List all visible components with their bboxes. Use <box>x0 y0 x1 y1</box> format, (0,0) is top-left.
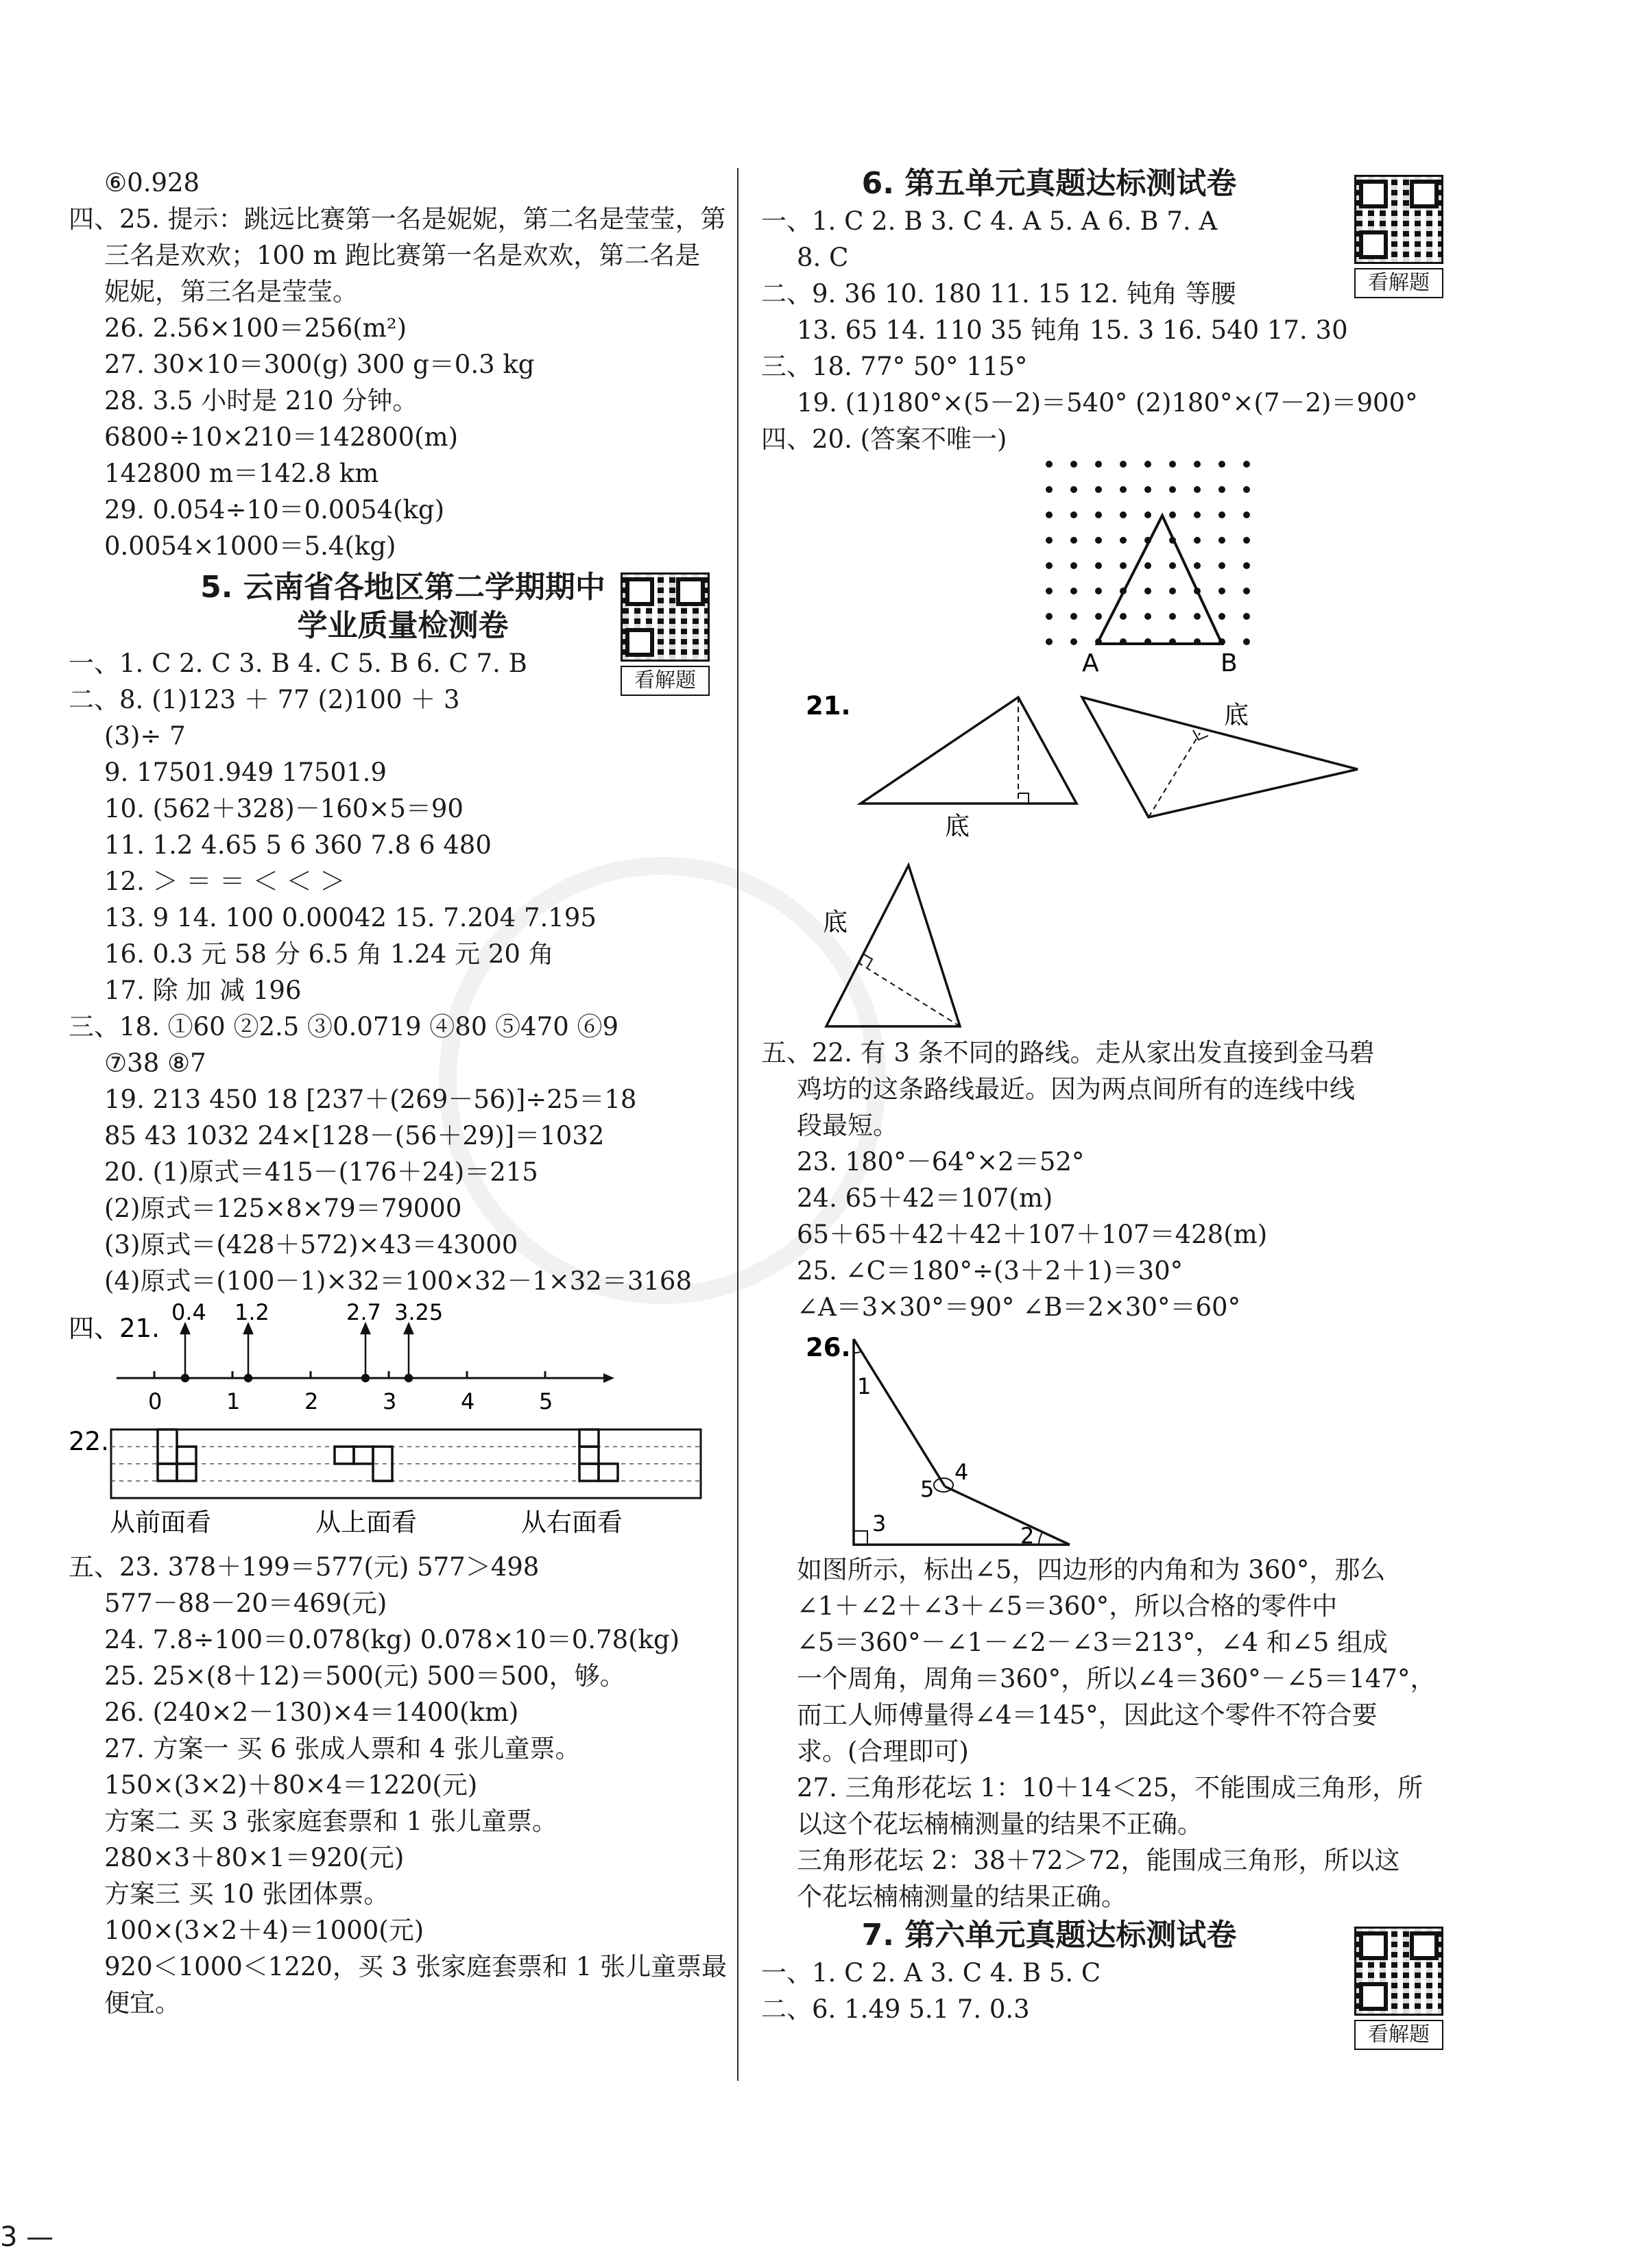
answer-line: 段最短。 <box>797 1111 898 1140</box>
answer-line: 150×(3×2)＋80×4＝1220(元) <box>104 1770 478 1800</box>
view-label-right: 从右面看 <box>521 1508 623 1537</box>
answer-line: 17. 除 加 减 196 <box>104 976 302 1005</box>
tick-label: 2 <box>304 1388 319 1414</box>
grid-dot <box>1144 486 1151 493</box>
grid-dot <box>1194 613 1201 620</box>
answer-line: 13. 65 14. 110 35 钝角 15. 3 16. 540 17. 30 <box>797 315 1348 345</box>
answer-line: 12. ＞ ＝ ＝ ＜ ＜ ＞ <box>104 867 346 896</box>
answer-line: 一个周角，周角＝360°，所以∠4＝360°－∠5＝147°， <box>797 1664 1436 1693</box>
q26-label: 26. <box>806 1333 851 1362</box>
q21-label: 21. <box>806 691 851 721</box>
answer-line: 27. 三角形花坛 1：10＋14＜25，不能围成三角形，所 <box>797 1773 1423 1802</box>
grid-dot <box>1046 613 1053 620</box>
answer-line: 三、18. 77° 50° 115° <box>761 352 1028 381</box>
grid-dot <box>1243 537 1250 544</box>
answer-line: 25. 25×(8＋12)＝500(元) 500＝500，够。 <box>104 1661 625 1691</box>
grid-dot <box>1046 588 1053 594</box>
tick-label: 0 <box>148 1388 163 1414</box>
grid-dot <box>1169 562 1176 569</box>
answer-line: ⑦38 ⑧7 <box>104 1048 206 1078</box>
base-label: 底 <box>945 812 970 841</box>
grid-dot <box>1095 613 1102 620</box>
view-label-front: 从前面看 <box>110 1508 211 1537</box>
answer-line: 920＜1000＜1220，买 3 张家庭套票和 1 张儿童票最 <box>104 1952 728 1981</box>
answer-line: 以这个花坛楠楠测量的结果不正确。 <box>797 1809 1203 1839</box>
grid-dot <box>1194 461 1201 468</box>
grid-dot <box>1243 461 1250 468</box>
answer-line: 6800÷10×210＝142800(m) <box>104 422 459 452</box>
grid-dot <box>1218 461 1225 468</box>
tick-label: 3 <box>383 1388 397 1414</box>
mark-1.2: 1.2 <box>235 1299 269 1325</box>
grid-dot <box>1218 588 1225 594</box>
grid-dot <box>1218 562 1225 569</box>
grid-dot <box>1218 613 1225 620</box>
grid-dot <box>1144 461 1151 468</box>
angle-label-3: 3 <box>872 1510 887 1536</box>
grid-dot <box>1169 486 1176 493</box>
answer-line: 四、25. 提示：跳远比赛第一名是妮妮，第二名是莹莹，第 <box>69 204 726 234</box>
grid-dot <box>1095 511 1102 518</box>
answer-line: 三名是欢欢；100 m 跑比赛第一名是欢欢，第二名是 <box>104 241 701 270</box>
answer-line: 25. ∠C＝180°÷(3＋2＋1)＝30° <box>797 1256 1184 1286</box>
mark-0.4: 0.4 <box>171 1299 206 1325</box>
grid-dot <box>1243 511 1250 518</box>
section-title: 学业质量检测卷 <box>297 608 509 643</box>
answer-line: 二、8. (1)123 ＋ 77 (2)100 ＋ 3 <box>69 685 460 714</box>
answer-line: 方案三 买 10 张团体票。 <box>104 1879 389 1909</box>
angle-label-4: 4 <box>954 1459 969 1485</box>
answer-line: 四、20. (答案不唯一) <box>761 424 1007 454</box>
grid-dot <box>1120 461 1127 468</box>
grid-dot <box>1120 511 1127 518</box>
q22-label: 22. <box>69 1427 109 1456</box>
answer-line: 19. 213 450 18 [237＋(269－56)]÷25＝18 <box>104 1085 637 1114</box>
answer-line: 10. (562＋328)－160×5＝90 <box>104 794 464 823</box>
tick-label: 5 <box>539 1388 553 1414</box>
grid-dot <box>1095 562 1102 569</box>
triangle-heights-figure <box>761 690 1447 1033</box>
answer-line: 65＋65＋42＋42＋107＋107＝428(m) <box>797 1220 1268 1249</box>
grid-dot <box>1046 461 1053 468</box>
grid-dot <box>1169 461 1176 468</box>
grid-dot <box>1046 638 1053 645</box>
grid-dot <box>1095 588 1102 594</box>
grid-dot <box>1070 638 1077 645</box>
qr-caption[interactable]: 看解题 <box>1354 2020 1443 2050</box>
answer-line: ∠5＝360°－∠1－∠2－∠3＝213°，∠4 和∠5 组成 <box>797 1628 1389 1657</box>
qr-caption[interactable]: 看解题 <box>621 666 710 696</box>
grid-dot <box>1046 562 1053 569</box>
answer-line: 五、22. 有 3 条不同的路线。走从家出发直接到金马碧 <box>761 1038 1375 1067</box>
answer-line: 19. (1)180°×(5－2)＝540° (2)180°×(7－2)＝900° <box>797 388 1418 418</box>
grid-dot <box>1243 613 1250 620</box>
answer-line: 29. 0.054÷10＝0.0054(kg) <box>104 495 445 524</box>
three-views-figure <box>69 1423 710 1546</box>
qr-caption[interactable]: 看解题 <box>1354 268 1443 298</box>
answer-line: 一、1. C 2. B 3. C 4. A 5. A 6. B 7. A <box>761 206 1218 236</box>
answer-line: ⑥0.928 <box>104 168 200 197</box>
answer-line: 方案二 买 3 张家庭套票和 1 张儿童票。 <box>104 1807 557 1836</box>
mark-3.25: 3.25 <box>394 1299 444 1325</box>
grid-dot <box>1046 486 1053 493</box>
grid-dot <box>1243 562 1250 569</box>
grid-dot <box>1194 486 1201 493</box>
answer-line: ∠A＝3×30°＝90° ∠B＝2×30°＝60° <box>797 1292 1241 1322</box>
left-column <box>69 165 728 2021</box>
answer-line: 23. 180°－64°×2＝52° <box>797 1147 1085 1177</box>
grid-dot <box>1194 537 1201 544</box>
answer-line: 而工人师傅量得∠4＝145°，因此这个零件不符合要 <box>797 1700 1378 1730</box>
answer-line: 28. 3.5 小时是 210 分钟。 <box>104 386 418 415</box>
answer-line: 20. (1)原式＝415－(176＋24)＝215 <box>104 1157 538 1187</box>
answer-line: 三角形花坛 2：38＋72＞72，能围成三角形，所以这 <box>797 1846 1400 1875</box>
view-label-top: 从上面看 <box>315 1508 417 1537</box>
grid-dot <box>1218 537 1225 544</box>
grid-dot <box>1120 613 1127 620</box>
grid-dot <box>1144 511 1151 518</box>
answer-line: (3)原式＝(428＋572)×43＝43000 <box>104 1230 518 1259</box>
answer-line: 85 43 1032 24×[128－(56＋29)]＝1032 <box>104 1121 605 1150</box>
mark-2.7: 2.7 <box>346 1299 381 1325</box>
answer-line: 27. 30×10＝300(g) 300 g＝0.3 kg <box>104 350 535 379</box>
grid-dot <box>1144 562 1151 569</box>
column-divider <box>737 168 738 2081</box>
answer-line: 五、23. 378＋199＝577(元) 577＞498 <box>69 1552 540 1582</box>
grid-dot <box>1169 588 1176 594</box>
answer-line: 142800 m＝142.8 km <box>104 459 379 488</box>
answer-line: 24. 7.8÷100＝0.078(kg) 0.078×10＝0.78(kg) <box>104 1625 680 1654</box>
answer-line: 16. 0.3 元 58 分 6.5 角 1.24 元 20 角 <box>104 939 554 969</box>
answer-line: ∠1＋∠2＋∠3＋∠5＝360°，所以合格的零件中 <box>797 1591 1338 1621</box>
angle-label-2: 2 <box>1020 1523 1035 1549</box>
answer-line: 便宜。 <box>104 1988 180 2018</box>
grid-dot <box>1070 613 1077 620</box>
answer-line: 24. 65＋42＝107(m) <box>797 1183 1053 1213</box>
answer-line: 如图所示，标出∠5，四边形的内角和为 360°，那么 <box>797 1555 1386 1584</box>
base-label: 底 <box>1224 701 1249 729</box>
angle-label-1: 1 <box>857 1373 872 1399</box>
grid-dot <box>1095 537 1102 544</box>
answer-line: 三、18. ①60 ②2.5 ③0.0719 ④80 ⑤470 ⑥9 <box>69 1012 619 1041</box>
grid-dot <box>1194 562 1201 569</box>
grid-dot <box>1070 562 1077 569</box>
dot-grid-triangle-figure <box>761 457 1447 690</box>
answer-line: (3)÷ 7 <box>104 721 186 751</box>
qr-code-section5[interactable] <box>621 572 710 696</box>
answer-line: 一、1. C 2. C 3. B 4. C 5. B 6. C 7. B <box>69 649 527 678</box>
answer-line: 一、1. C 2. A 3. C 4. B 5. C <box>761 1958 1101 1988</box>
point-label-b: B <box>1221 649 1238 677</box>
angle-figure <box>761 1325 1447 1552</box>
section-title: 5. 云南省各地区第二学期期中 <box>200 570 605 605</box>
grid-dot <box>1144 588 1151 594</box>
grid-dot <box>1194 511 1201 518</box>
number-line-figure <box>69 1299 710 1423</box>
grid-dot <box>1243 486 1250 493</box>
answer-line: 27. 方案一 买 6 张成人票和 4 张儿童票。 <box>104 1734 581 1763</box>
answer-line: 妮妮，第三名是莹莹。 <box>104 277 358 306</box>
grid-dot <box>1120 537 1127 544</box>
answer-line: 二、6. 1.49 5.1 7. 0.3 <box>761 1994 1030 2024</box>
section-title: 6. 第五单元真题达标测试卷 <box>861 166 1237 201</box>
answer-line: (2)原式＝125×8×79＝79000 <box>104 1194 462 1223</box>
tick-label: 4 <box>461 1388 475 1414</box>
answer-line: 26. 2.56×100＝256(m²) <box>104 313 407 343</box>
grid-dot <box>1144 613 1151 620</box>
grid-dot <box>1243 638 1250 645</box>
grid-dot <box>1070 588 1077 594</box>
grid-dot <box>1070 537 1077 544</box>
grid-dot <box>1070 511 1077 518</box>
grid-dot <box>1046 511 1053 518</box>
answer-line: 二、9. 36 10. 180 11. 15 12. 钝角 等腰 <box>761 279 1236 309</box>
tick-label: 1 <box>226 1388 241 1414</box>
grid-dot <box>1169 511 1176 518</box>
answer-line: 26. (240×2－130)×4＝1400(km) <box>104 1698 519 1727</box>
grid-dot <box>1243 588 1250 594</box>
grid-dot <box>1120 562 1127 569</box>
answer-line: 鸡坊的这条路线最近。因为两点间所有的连线中线 <box>797 1074 1355 1104</box>
grid-dot <box>1169 613 1176 620</box>
grid-dot <box>1218 486 1225 493</box>
answer-line: 100×(3×2＋4)＝1000(元) <box>104 1916 424 1945</box>
page-number: 3 — <box>0 2221 54 2253</box>
answer-line: 求。(合理即可) <box>797 1737 969 1766</box>
right-column <box>761 165 1447 2027</box>
answer-line: 8. C <box>797 243 849 272</box>
answer-line: 11. 1.2 4.65 5 6 360 7.8 6 480 <box>104 830 492 860</box>
dot-grid <box>1046 461 1250 645</box>
answer-line: 13. 9 14. 100 0.00042 15. 7.204 7.195 <box>104 903 597 932</box>
answer-line: 577－88－20＝469(元) <box>104 1589 387 1618</box>
grid-dot <box>1070 461 1077 468</box>
answer-line: (4)原式＝(100－1)×32＝100×32－1×32＝3168 <box>104 1266 693 1296</box>
answer-line: 280×3＋80×1＝920(元) <box>104 1843 405 1872</box>
angle-label-5: 5 <box>920 1476 935 1502</box>
answer-line: 个花坛楠楠测量的结果正确。 <box>797 1882 1127 1911</box>
grid-dot <box>1046 537 1053 544</box>
base-label: 底 <box>823 908 848 937</box>
grid-dot <box>1095 486 1102 493</box>
point-label-a: A <box>1082 649 1099 677</box>
answer-line: 9. 17501.949 17501.9 <box>104 758 387 787</box>
grid-dot <box>1070 486 1077 493</box>
grid-dot <box>1120 486 1127 493</box>
grid-dot <box>1095 461 1102 468</box>
grid-dot <box>1218 511 1225 518</box>
q21-label: 四、21. <box>69 1314 160 1343</box>
section-title: 7. 第六单元真题达标测试卷 <box>861 1918 1237 1953</box>
answer-line: 0.0054×1000＝5.4(kg) <box>104 531 396 561</box>
